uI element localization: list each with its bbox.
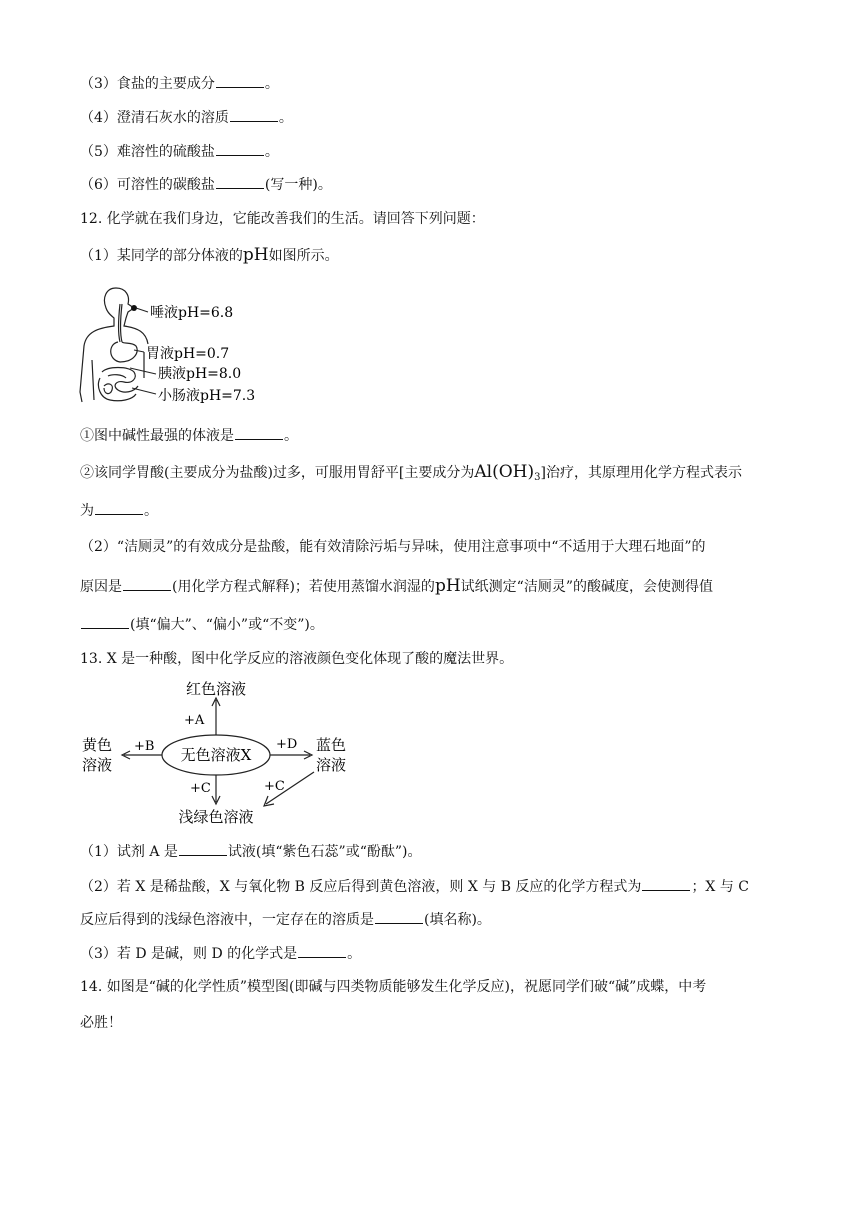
answer-blank[interactable] xyxy=(298,943,346,958)
label-arrow-c1: +C xyxy=(190,781,211,796)
answer-blank[interactable] xyxy=(375,909,423,924)
q11-item3: （3）食盐的主要成分 。 xyxy=(80,73,279,94)
q11-item4: （4）澄清石灰水的溶质 。 xyxy=(80,107,293,128)
q12-sub1: ①图中碱性最强的体液是 。 xyxy=(80,425,298,446)
label-arrow-a: +A xyxy=(184,713,205,728)
label-bottom: 浅绿色溶液 xyxy=(178,808,254,826)
q12-sub2-cont: 为 。 xyxy=(80,500,158,521)
acid-color-diagram xyxy=(78,680,368,830)
answer-blank[interactable] xyxy=(235,425,283,440)
formula-al: Al xyxy=(474,462,493,482)
answer-blank[interactable] xyxy=(216,174,264,189)
label-pancreatic: 胰液pH=8.0 xyxy=(158,366,242,382)
label-right-2: 溶液 xyxy=(316,756,347,774)
formula-oh: (OH) xyxy=(492,462,535,482)
answer-blank[interactable] xyxy=(216,73,264,88)
ph-symbol: pH xyxy=(434,576,461,596)
label-arrow-d: +D xyxy=(276,737,298,752)
q12-part2-cont2: (填“偏大”、“偏小”或“不变”)。 xyxy=(80,614,324,635)
q12-part1: （1）某同学的部分体液的pH如图所示。 xyxy=(80,245,339,265)
ph-symbol: pH xyxy=(242,245,269,265)
q14-line1: 14. 如图是“碱的化学性质”模型图(即碱与四类物质能够发生化学反应)，祝愿同学们破“碱”成蝶，中考 xyxy=(80,979,707,995)
q11-item6: （6）可溶性的碳酸盐 (写一种)。 xyxy=(80,174,332,195)
q11-item5: （5）难溶性的硫酸盐 。 xyxy=(80,141,279,162)
answer-blank[interactable] xyxy=(95,500,143,515)
q13-part2-cont: 反应后得到的浅绿色溶液中，一定存在的溶质是 (填名称)。 xyxy=(80,909,491,930)
label-saliva: 唾液pH=6.8 xyxy=(150,305,234,321)
label-top: 红色溶液 xyxy=(185,680,247,698)
q12-part2: （2）“洁厕灵”的有效成分是盐酸，能有效清除污垢与异味，使用注意事项中“不适用于大理石地面”的 xyxy=(80,539,706,555)
answer-blank[interactable] xyxy=(81,614,129,629)
q13-part1: （1）试剂 A 是 试液(填“紫色石蕊”或“酚酞”)。 xyxy=(80,841,421,862)
arrowhead-diagonal xyxy=(264,796,274,806)
q12-title: 12. 化学就在我们身边，它能改善我们的生活。请回答下列问题： xyxy=(80,211,485,227)
q14-line2: 必胜！ xyxy=(80,1015,122,1031)
body-fluid-ph-figure xyxy=(78,282,278,412)
label-arrow-c2: +C xyxy=(264,779,285,794)
q13-part2: （2）若 X 是稀盐酸，X 与氧化物 B 反应后得到黄色溶液，则 X 与 B 反应的化学方程式为 ；X 与 C xyxy=(80,876,749,897)
label-arrow-b: +B xyxy=(134,739,155,754)
answer-blank[interactable] xyxy=(179,841,227,856)
label-left-1: 黄色 xyxy=(82,736,113,754)
q13-title: 13. X 是一种酸，图中化学反应的溶液颜色变化体现了酸的魔法世界。 xyxy=(80,651,514,667)
label-center: 无色溶液X xyxy=(180,746,252,764)
q12-sub2: ②该同学胃酸(主要成分为盐酸)过多，可服用胃舒平[主要成分为$Al(OH)_3$]治疗，其原理用化学方程式表示 xyxy=(80,462,742,483)
q13-part3: （3）若 D 是碱，则 D 的化学式是 。 xyxy=(80,943,361,964)
label-gastric: 胃液pH=0.7 xyxy=(146,346,230,362)
q12-part2-cont: 原因是 (用化学方程式解释)；若使用蒸馏水润湿的pH试纸测定“洁厕灵”的酸碱度，会使测得值 xyxy=(80,576,713,596)
answer-blank[interactable] xyxy=(123,576,171,591)
answer-blank[interactable] xyxy=(216,141,264,156)
label-left-2: 溶液 xyxy=(82,756,113,774)
answer-blank[interactable] xyxy=(642,876,690,891)
human-body-outline xyxy=(80,288,148,402)
answer-blank[interactable] xyxy=(230,107,278,122)
label-intestinal: 小肠液pH=7.3 xyxy=(158,388,256,404)
formula-subscript: 3 xyxy=(534,472,541,483)
label-right-1: 蓝色 xyxy=(316,736,347,754)
